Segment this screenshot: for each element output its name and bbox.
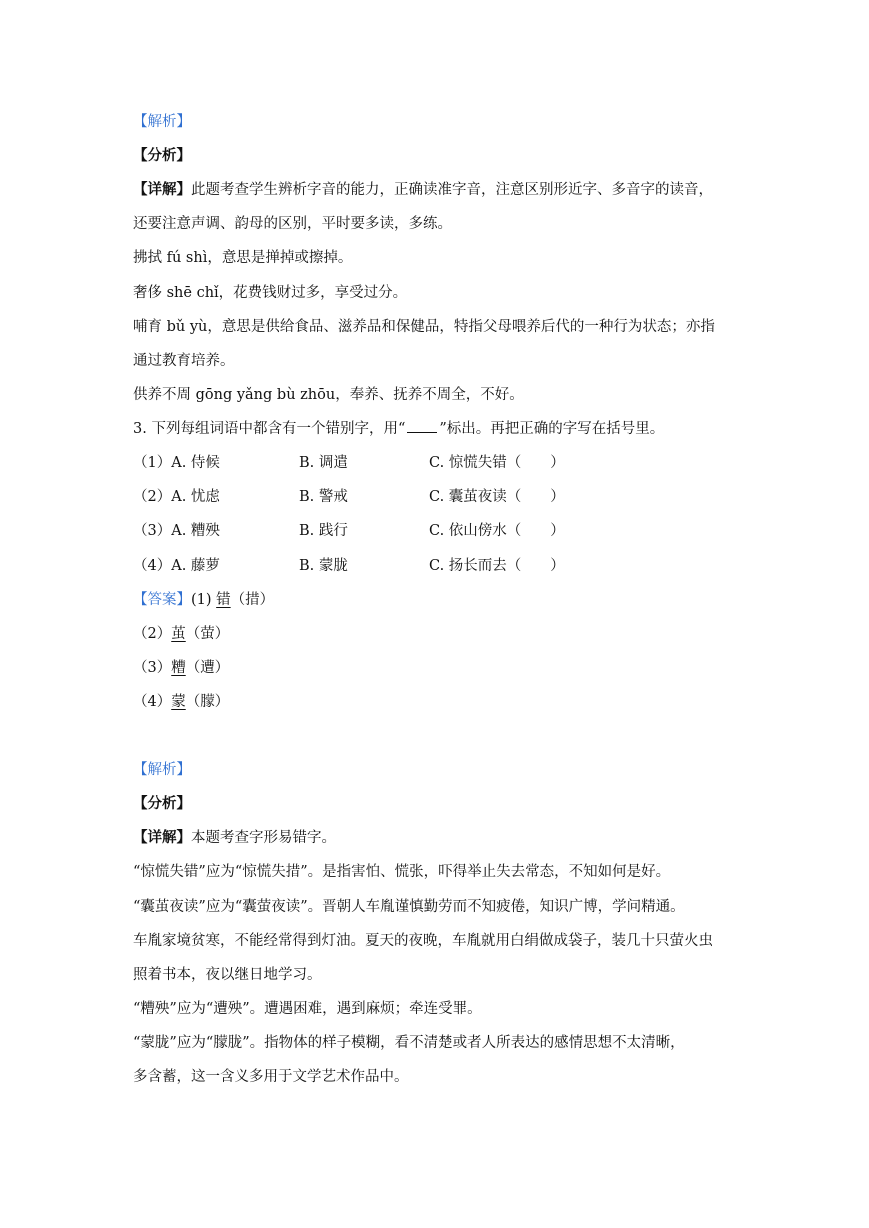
correct-char: （遭）: [185, 660, 230, 676]
detail-tag: 【详解】: [133, 181, 191, 198]
fenxi-tag: 【分析】: [133, 795, 191, 812]
wrong-char: 错: [216, 592, 231, 608]
paragraph: 奢侈 shē chǐ，花费钱财过多，享受过分。: [133, 285, 408, 301]
detail-paragraph: [133, 828, 336, 848]
wrong-char: 糟: [171, 660, 186, 676]
paragraph: “糟殃”应为“遭殃”。遭遇困难，遇到麻烦；牵连受罪。: [133, 1001, 482, 1017]
paragraph: “囊茧夜读”应为“囊萤夜读”。晋朝人车胤谨慎勤劳而不知疲倦，知识广博，学问精通。: [133, 899, 685, 915]
option-row: [133, 453, 733, 473]
paragraph: 通过教育培养。: [133, 353, 235, 369]
paragraph: 照着书本，夜以继日地学习。: [133, 967, 322, 983]
option-b: B. 警戒: [299, 489, 348, 505]
question-stem-b: ”标出。再把正确的字写在括号里。: [439, 421, 665, 437]
answer-number: (1): [191, 592, 217, 608]
paragraph: 多含蓄，这一含义多用于文学艺术作品中。: [133, 1069, 409, 1085]
wrong-char: 蒙: [171, 694, 186, 710]
option-c: C. 扬长而去（ ）: [429, 558, 565, 574]
fenxi-tag: 【分析】: [133, 147, 191, 164]
correct-char: （措）: [230, 592, 275, 608]
wrong-char: 茧: [171, 626, 186, 642]
paragraph: 哺育 bǔ yù，意思是供给食品、滋养品和保健品，特指父母喂养后代的一种行为状态；亦指: [133, 319, 715, 335]
option-a: （3）A. 糟殃: [133, 523, 220, 539]
answer-tag: 【答案】: [133, 592, 191, 608]
option-a: （4）A. 藤萝: [133, 558, 220, 574]
option-a: （1）A. 侍候: [133, 455, 220, 471]
option-b: B. 蒙胧: [299, 558, 348, 574]
paragraph: 供养不周 gōng yǎng bù zhōu，奉养、抚养不周全，不好。: [133, 387, 524, 403]
underline-blank: [407, 420, 437, 433]
answer-line: [133, 590, 274, 610]
detail-text-cont: 还要注意声调、韵母的区别，平时要多读，多练。: [133, 216, 452, 232]
paragraph: 拂拭 fú shì，意思是掸掉或擦掉。: [133, 250, 353, 266]
analysis-tag: 【解析】: [133, 114, 191, 130]
paragraph: “蒙胧”应为“朦胧”。指物体的样子模糊，看不清楚或者人所表达的感情思想不太清晰，: [133, 1035, 685, 1051]
option-row: [133, 556, 733, 576]
paragraph: 车胤家境贫寒，不能经常得到灯油。夏天的夜晚，车胤就用白绢做成袋子，装几十只萤火虫: [133, 933, 713, 949]
detail-paragraph: [133, 180, 713, 200]
correct-char: （朦）: [185, 694, 230, 710]
answer-number: （3）: [133, 660, 172, 676]
option-row: [133, 521, 733, 541]
detail-text: 本题考查字形易错字。: [191, 830, 336, 846]
option-c: C. 惊慌失错（ ）: [429, 455, 565, 471]
detail-text: 此题考查学生辨析字音的能力，正确读准字音，注意区别形近字、多音字的读音，: [191, 182, 713, 198]
option-c: C. 依山傍水（ ）: [429, 523, 565, 539]
paragraph: “惊慌失错”应为“惊慌失措”。是指害怕、慌张，吓得举止失去常态，不知如何是好。: [133, 864, 671, 880]
question-stem: [133, 419, 664, 439]
option-a: （2）A. 忧虑: [133, 489, 220, 505]
answer-line: [133, 692, 229, 712]
option-c: C. 囊茧夜读（ ）: [429, 489, 565, 505]
option-b: B. 践行: [299, 523, 348, 539]
option-b: B. 调遣: [299, 455, 348, 471]
option-row: [133, 487, 733, 507]
answer-line: [133, 624, 229, 644]
answer-line: [133, 658, 229, 678]
correct-char: （萤）: [185, 626, 230, 642]
answer-number: （2）: [133, 626, 172, 642]
detail-tag: 【详解】: [133, 829, 191, 846]
answer-number: （4）: [133, 694, 172, 710]
analysis-tag: 【解析】: [133, 762, 191, 778]
question-stem-a: 3. 下列每组词语中都含有一个错别字，用“: [133, 421, 406, 437]
